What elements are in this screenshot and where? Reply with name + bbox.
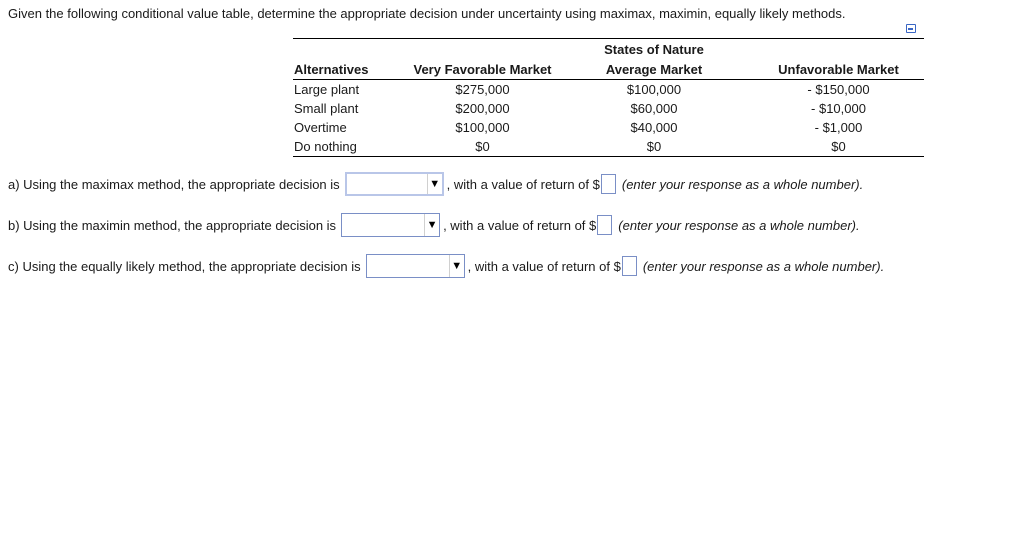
value-cell: $100,000 [455,120,510,135]
part-c-label: c) Using the equally likely method, the appropriate decision is [8,258,361,274]
value-cell: $40,000 [630,120,678,135]
part-a-decision-dropdown[interactable] [345,172,444,196]
part-b-hint: (enter your response as a whole number). [618,217,860,233]
part-a [8,171,863,197]
question-intro: Given the following conditional value table, determine the appropriate decision under uncertainty using maximax, maximin, equally likely methods. [8,6,846,21]
col-header-alternatives: Alternatives [293,60,410,80]
chevron-down-icon[interactable]: ▼ [449,255,464,277]
value-cell: $0 [753,137,924,157]
part-b-return-label: , with a value of return of $ [443,217,597,233]
part-b [8,212,860,238]
states-header: States of Nature [555,39,753,61]
part-a-hint: (enter your response as a whole number). [621,176,864,192]
col-header-unfavorable: Unfavorable Market [753,60,924,80]
table-row [293,99,924,118]
part-a-label: a) Using the maximax method, the appropriate decision is [8,176,340,192]
part-c [8,253,884,279]
col-header-very-favorable: Very Favorable Market [410,60,555,80]
value-cell: $100,000 [626,82,682,97]
part-c-return-input[interactable] [622,256,637,276]
copy-icon[interactable] [906,24,916,33]
alternative-cell: Do nothing [293,137,410,157]
col-header-average: Average Market [555,60,753,80]
conditional-value-table [293,38,924,157]
part-b-label: b) Using the maximin method, the appropriate decision is [8,217,337,233]
chevron-down-icon[interactable]: ▼ [424,214,439,236]
part-b-return-input[interactable] [597,215,612,235]
chevron-down-icon[interactable]: ▼ [427,174,442,194]
value-cell: - $150,000 [807,82,870,97]
alternative-cell: Large plant [294,82,360,97]
part-c-hint: (enter your response as a whole number). [642,258,885,274]
part-b-decision-dropdown[interactable] [341,213,440,237]
table-row [293,137,924,157]
table-row [293,80,924,100]
alternative-cell: Small plant [294,101,359,116]
alternative-cell: Overtime [294,120,347,135]
value-cell: $200,000 [455,101,510,116]
value-cell: - $10,000 [811,101,866,116]
part-a-return-label: , with a value of return of $ [446,176,600,192]
value-cell: $275,000 [455,82,510,97]
part-a-return-input[interactable] [601,174,616,194]
part-c-decision-dropdown[interactable] [366,254,465,278]
value-cell: $60,000 [630,101,678,116]
value-cell: $0 [555,137,753,157]
part-c-return-label: , with a value of return of $ [467,258,621,274]
value-cell: $0 [410,137,555,157]
table-row [293,118,924,137]
value-cell: - $1,000 [814,120,863,135]
